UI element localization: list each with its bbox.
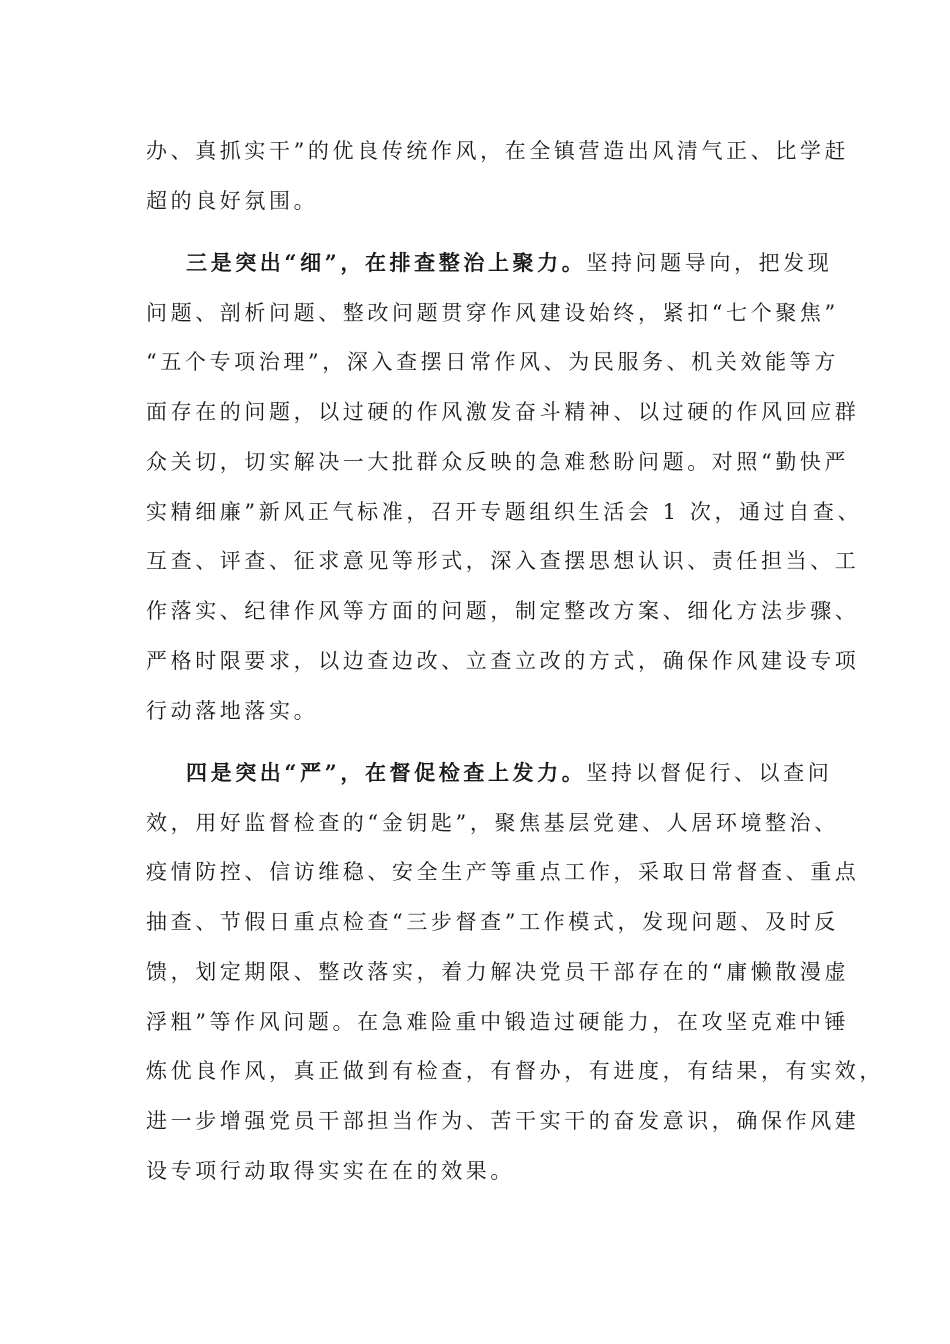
paragraph-3-line-1 xyxy=(186,758,833,788)
paragraph-2-lead: 三是突出“细”，在排查整治上聚力。 xyxy=(186,250,587,275)
paragraph-2-line-7: 互查、评查、征求意见等形式，深入查摆思想认识、责任担当、工 xyxy=(146,549,860,573)
paragraph-2-line-9: 严格时限要求，以边查边改、立查立改的方式，确保作风建设专项 xyxy=(146,649,860,673)
paragraph-3-line-8: 进一步增强党员干部担当作为、苦干实干的奋发意识，确保作风建 xyxy=(146,1109,860,1133)
paragraph-1-line-2: 超的良好氛围。 xyxy=(146,189,319,213)
paragraph-3-lead: 四是突出“严”，在督促检查上发力。 xyxy=(186,760,587,785)
paragraph-2-line-2: 问题、剖析问题、整改问题贯穿作风建设始终，紧扣“七个聚焦” xyxy=(146,301,839,325)
paragraph-2-line-5: 众关切，切实解决一大批群众反映的急难愁盼问题。对照“勤快严 xyxy=(146,450,850,474)
paragraph-3-line-9: 设专项行动取得实实在在的效果。 xyxy=(146,1159,515,1183)
paragraph-2-line-6: 实精细廉”新风正气标准，召开专题组织生活会 1 次，通过自查、 xyxy=(146,500,863,524)
paragraph-3-line-7: 炼优良作风，真正做到有检查，有督办，有进度，有结果，有实效， xyxy=(146,1059,884,1083)
paragraph-3-line-5: 馈，划定期限、整改落实，着力解决党员干部存在的“庸懒散漫虚 xyxy=(146,960,850,984)
paragraph-3-line-2: 效，用好监督检查的“金钥匙”，聚焦基层党建、人居环境整治、 xyxy=(146,811,839,835)
paragraph-2-line-4: 面存在的问题，以过硬的作风激发奋斗精神、以过硬的作风回应群 xyxy=(146,400,860,424)
paragraph-3-line-3: 疫情防控、信访维稳、安全生产等重点工作，采取日常督查、重点 xyxy=(146,860,860,884)
paragraph-2-line-3: “五个专项治理”，深入查摆日常作风、为民服务、机关效能等方 xyxy=(146,350,839,374)
paragraph-2-line-1 xyxy=(186,248,833,278)
paragraph-3-line-4: 抽查、节假日重点检查“三步督查”工作模式，发现问题、及时反 xyxy=(146,910,839,934)
paragraph-2-line-8: 作落实、纪律作风等方面的问题，制定整改方案、细化方法步骤、 xyxy=(146,599,860,623)
paragraph-3-line-6: 浮粗”等作风问题。在急难险重中锻造过硬能力，在攻坚克难中锤 xyxy=(146,1010,850,1034)
paragraph-2-line-10: 行动落地落实。 xyxy=(146,699,319,723)
paragraph-2-first-line-rest: 坚持问题导向，把发现 xyxy=(586,251,833,275)
paragraph-1-line-1: 办、真抓实干”的优良传统作风，在全镇营造出风清气正、比学赶 xyxy=(146,139,850,163)
paragraph-3-first-line-rest: 坚持以督促行、以查问 xyxy=(586,761,833,785)
